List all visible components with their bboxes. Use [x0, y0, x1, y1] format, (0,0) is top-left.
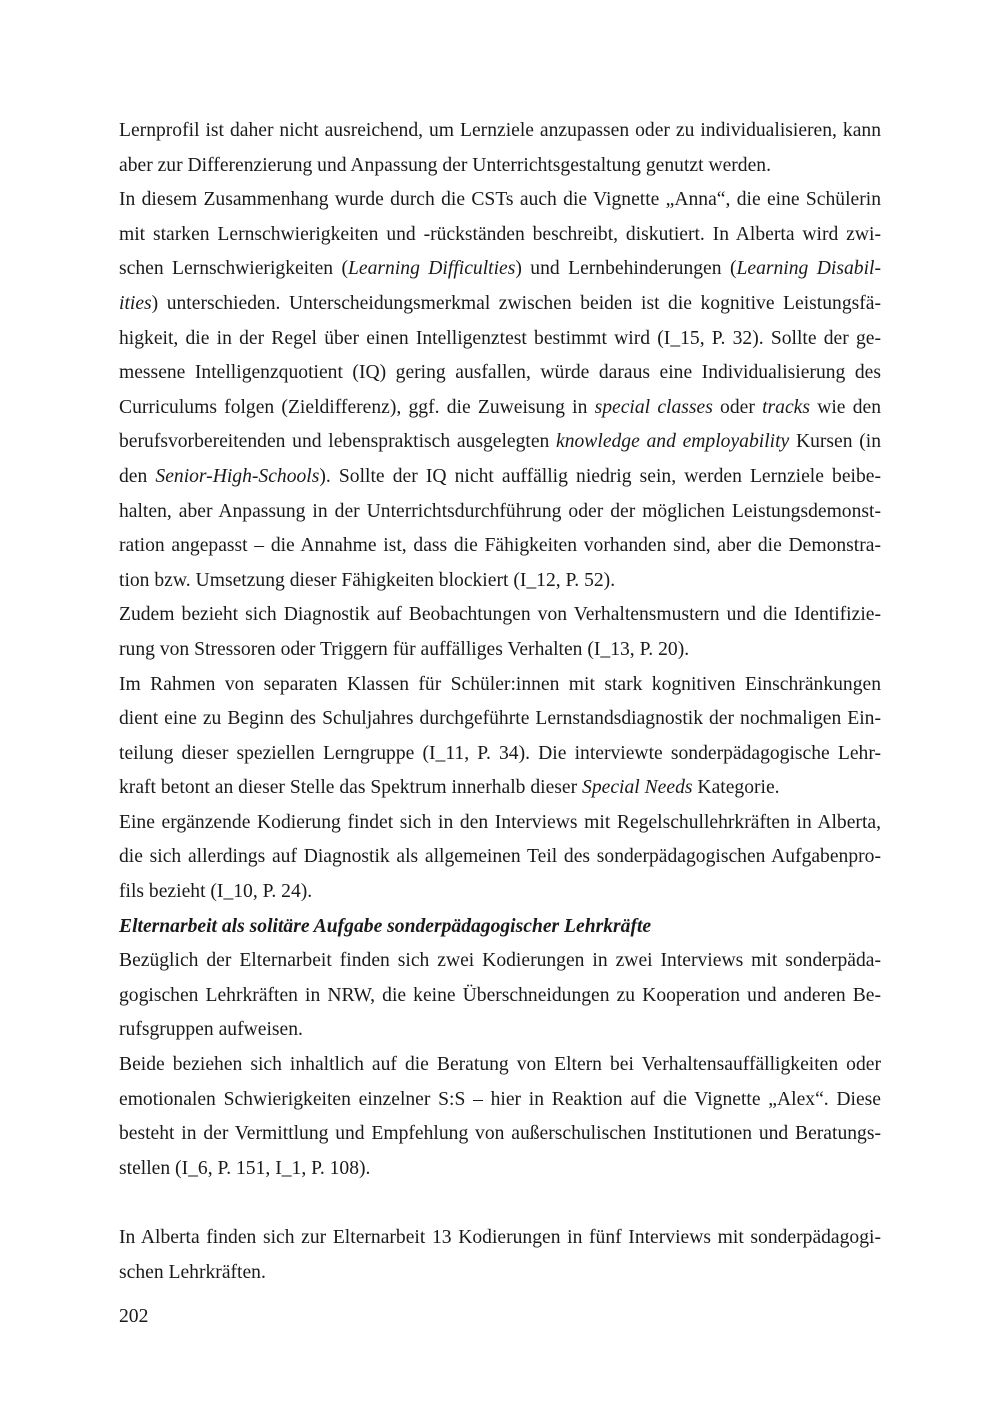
- text-line: [119, 356, 881, 391]
- text-line: [119, 252, 881, 287]
- italic-text-run: special classes: [594, 396, 713, 418]
- text-run: In Alberta finden sich zur Elternarbeit 13 Kodierungen in fünf Interviews mit sonderpädagogi-: [119, 1227, 881, 1248]
- text-run: aber zur Differenzierung und Anpassung der Unterrichtsgestaltung genutzt werden.: [119, 154, 771, 176]
- text-run: ) unterschieden. Unterscheidungsmerkmal zwischen beiden ist die kognitive Leistungsfä-: [151, 292, 881, 314]
- text-line: [119, 806, 881, 841]
- text-line: [119, 425, 881, 460]
- text-line: [119, 737, 881, 772]
- text-run: Beide beziehen sich inhaltlich auf die Beratung von Eltern bei Verhaltensauffälligkeiten oder: [119, 1054, 881, 1076]
- text-line: [119, 495, 881, 530]
- text-line: [119, 149, 881, 184]
- text-line: [119, 771, 881, 806]
- page-number: 202: [119, 1306, 149, 1327]
- text-line: [119, 668, 881, 703]
- italic-text-run: ities: [119, 292, 152, 314]
- text-run: ) und Lernbehinderungen (: [515, 258, 737, 280]
- text-run: tion bzw. Umsetzung dieser Fähigkeiten blockiert (I_12, P. 52).: [119, 569, 616, 591]
- italic-text-run: tracks: [762, 396, 810, 418]
- text-run: gogischen Lehrkräften in NRW, die keine Überschneidungen zu Kooperation und anderen Be-: [119, 984, 881, 1006]
- text-line: [119, 633, 881, 668]
- section-heading: Elternarbeit als solitäre Aufgabe sonderpädagogischer Lehrkräfte: [119, 915, 652, 937]
- text-line: [119, 114, 881, 149]
- italic-text-run: Senior-High-Schools: [155, 465, 320, 487]
- text-run: teilung dieser speziellen Lerngruppe (I_11, P. 34). Die interviewte sonderpädagogische Lehr-: [119, 742, 881, 764]
- text-line: [119, 460, 881, 495]
- text-run: kraft betont an dieser Stelle das Spektrum innerhalb dieser: [119, 777, 583, 799]
- text-run: mit starken Lernschwierigkeiten und -rückständen beschreibt, diskutiert. In Alberta wird zwi-: [119, 223, 881, 245]
- text-line: [119, 1048, 881, 1083]
- text-line: [119, 183, 881, 218]
- text-line: [119, 702, 881, 737]
- text-run: Zudem bezieht sich Diagnostik auf Beobachtungen von Verhaltensmustern und die Identifizie-: [119, 604, 881, 626]
- text-line: [119, 1117, 881, 1152]
- italic-text-run: Special Needs: [582, 777, 693, 799]
- text-run: Im Rahmen von separaten Klassen für Schüler:innen mit stark kognitiven Einschränkungen: [119, 673, 881, 695]
- italic-text-run: Learning Difficulties: [348, 258, 516, 280]
- text-line: [119, 1221, 881, 1256]
- text-run: rufsgruppen aufweisen.: [119, 1019, 303, 1041]
- text-run: rung von Stressoren oder Triggern für auffälliges Verhalten (I_13, P. 20).: [119, 638, 690, 660]
- text-line: [119, 1152, 881, 1187]
- text-line: [119, 1013, 881, 1048]
- text-run: ). Sollte der IQ nicht auffällig niedrig sein, werden Lernziele beibe-: [319, 465, 881, 487]
- text-run: Bezüglich der Elternarbeit finden sich zwei Kodierungen in zwei Interviews mit sonderpäda-: [119, 950, 881, 972]
- text-line: [119, 391, 881, 426]
- text-run: dient eine zu Beginn des Schuljahres durchgeführte Lernstandsdiagnostik der nochmaligen Ein-: [119, 708, 881, 730]
- text-run: higkeit, die in der Regel über einen Intelligenztest bestimmt wird (I_15, P. 32). Sollte der ge-: [119, 327, 881, 349]
- text-run: ration angepasst – die Annahme ist, dass die Fähigkeiten vorhanden sind, aber die Demonstra-: [119, 535, 881, 557]
- text-run: wie den: [809, 396, 881, 418]
- text-line: [119, 218, 881, 253]
- text-line: [119, 840, 881, 875]
- text-line: [119, 598, 881, 633]
- text-run: Kategorie.: [692, 777, 780, 799]
- text-run: Eine ergänzende Kodierung findet sich in den Interviews mit Regelschullehrkräften in Alberta,: [119, 811, 881, 833]
- document-body: [119, 114, 881, 1290]
- text-run: die sich allerdings auf Diagnostik als allgemeinen Teil des sonderpädagogischen Aufgabenpro-: [119, 846, 881, 868]
- text-run: den: [119, 465, 156, 487]
- italic-text-run: knowledge and employability: [556, 431, 790, 453]
- text-run: oder: [712, 396, 763, 418]
- text-run: besteht in der Vermittlung und Empfehlung von außerschulischen Institutionen und Beratungs-: [119, 1123, 881, 1145]
- paragraph-gap: [119, 1186, 881, 1221]
- text-run: berufsvorbereitenden und lebenspraktisch ausgelegten: [119, 431, 557, 453]
- text-run: halten, aber Anpassung in der Unterrichtsdurchführung oder der möglichen Leistungsdemonst-: [119, 500, 881, 522]
- text-line: [119, 529, 881, 564]
- text-line: [119, 944, 881, 979]
- text-line: [119, 1256, 881, 1291]
- text-run: stellen (I_6, P. 151, I_1, P. 108).: [119, 1157, 371, 1179]
- italic-text-run: Learning Disabil-: [736, 258, 881, 280]
- text-line: [119, 287, 881, 322]
- text-run: In diesem Zusammenhang wurde durch die CSTs auch die Vignette „Anna“, die eine Schülerin: [119, 189, 881, 211]
- text-run: Kursen (in: [789, 431, 882, 453]
- text-line: [119, 1083, 881, 1118]
- text-line: [119, 875, 881, 910]
- text-run: schen Lehrkräften.: [119, 1261, 266, 1283]
- text-run: Lernprofil ist daher nicht ausreichend, um Lernziele anzupassen oder zu individualisieren, kann: [119, 120, 881, 141]
- text-line: [119, 322, 881, 357]
- text-run: emotionalen Schwierigkeiten einzelner S:S – hier in Reaktion auf die Vignette „Alex“. Diese: [119, 1088, 881, 1110]
- text-run: Curriculums folgen (Zieldifferenz), ggf. die Zuweisung in: [119, 396, 595, 418]
- text-line: [119, 979, 881, 1014]
- text-run: schen Lernschwierigkeiten (: [119, 258, 349, 280]
- text-run: fils bezieht (I_10, P. 24).: [119, 881, 313, 903]
- text-run: messene Intelligenzquotient (IQ) gering ausfallen, würde daraus eine Individualisierung des: [119, 362, 881, 384]
- text-line: [119, 564, 881, 599]
